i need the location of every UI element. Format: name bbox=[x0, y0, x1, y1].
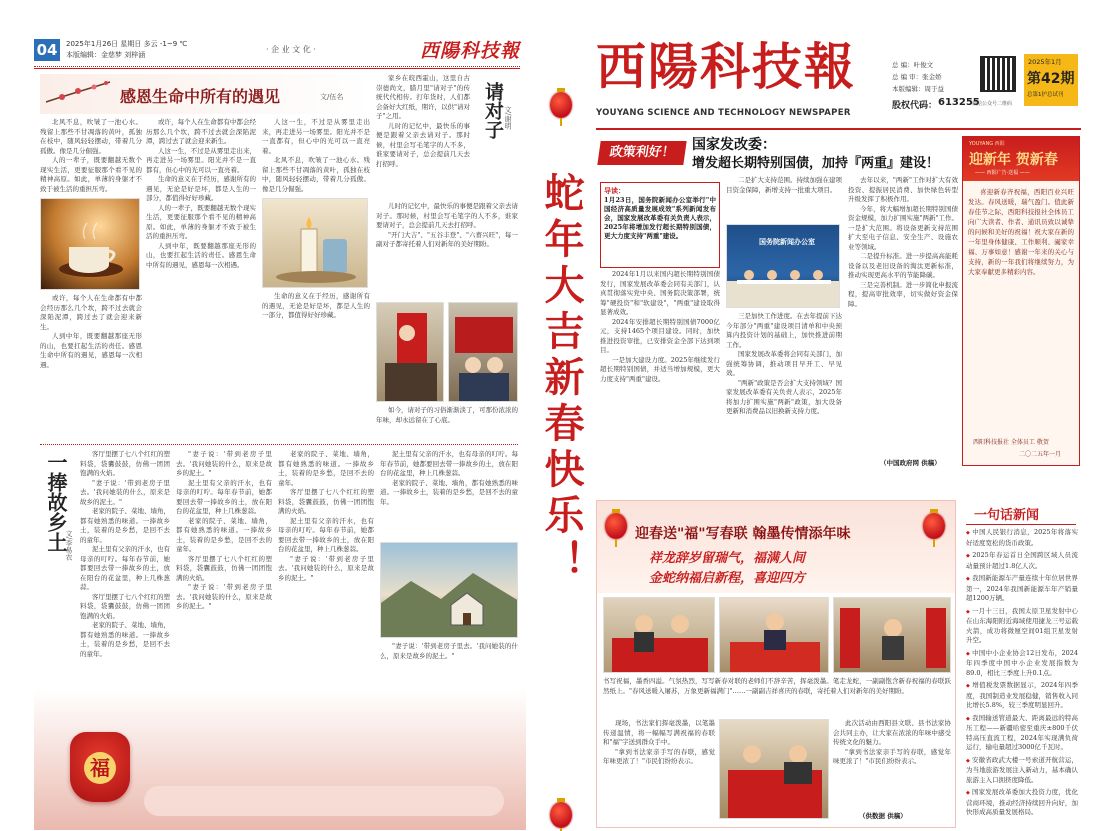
article3-para: 老家的院子、菜地、墙角，都有她熟悉的味道。一捧故乡土，装着的是乡愁，是回不去的童年。 bbox=[176, 516, 272, 553]
article3-para: "妻子说：'带到老房子里去。'我问她装的什么，原来是故乡的泥土。" bbox=[176, 583, 272, 610]
date-line: 2025年1月26日 星期日 多云 -1~9 ℃ bbox=[66, 40, 188, 48]
typesetter-line: 本版编辑：周于益 bbox=[892, 85, 944, 93]
article2-byline: 文/谢明 bbox=[504, 106, 512, 130]
policy-para: 国家发展改革委将会同有关部门，加强统筹协调，推动项目早开工、早见效。 bbox=[726, 350, 842, 377]
article2-col2 bbox=[376, 202, 518, 300]
fu-title: 迎春送"福"写春联 翰墨传情添年味 bbox=[635, 526, 851, 542]
small-paper-name: 西陽科技報 bbox=[420, 40, 521, 62]
issue-year: 2025年1月 bbox=[1028, 58, 1062, 66]
policy-col1 bbox=[600, 270, 720, 466]
news-item bbox=[966, 528, 1078, 548]
article1-para: 生命的意义在于经历，感谢所有的遇见，无论是好是坏，都是人生的一部分，都值得好好珍藏。 bbox=[262, 292, 370, 319]
fu-para: "春风送暖入屠苏，万象更新福满门"……一副副吉祥喜庆的春联，寄托着人们对新年的美好期盼。 bbox=[629, 686, 908, 695]
candle-photo bbox=[262, 198, 368, 288]
page-number: 04 bbox=[34, 39, 60, 61]
article1-col2 bbox=[146, 118, 256, 440]
bag-icon bbox=[70, 732, 130, 802]
news-item-text: 我国新能源车产量连续十年位居世界第一，2024年我国新能源车年产销量超1200万辆。 bbox=[966, 574, 1078, 602]
article3-para: 泥土里有父亲的汗水，也有母亲的叮咛。每年春节前，她都要回去带一捧故乡的土，放在阳台的花盆里，种上几株葱蒜。 bbox=[80, 545, 170, 591]
article1-para: 或许，每个人在生命都有中都会经历那么几个坎，跨不过去就会深陷泥潭，跨过去了就会迎来新生。 bbox=[40, 294, 142, 331]
issue-box bbox=[1024, 54, 1078, 106]
article3-para: 老家的院子、菜地、墙角，都有她熟悉的味道。一捧故乡土，装着的是乡愁，是回不去的童年。 bbox=[278, 450, 374, 487]
ad-headline: 迎新年 贺新春 bbox=[969, 152, 1058, 168]
ad-box bbox=[962, 136, 1080, 466]
news-title: 一句话新闻 bbox=[974, 508, 1040, 523]
article3-title: 一捧故乡土 bbox=[44, 452, 68, 552]
article3-col4 bbox=[380, 450, 518, 538]
news-item-text: 安徽省政武大楼一号索道开航营运，为当地旅游发展注入新动力，基本确认旅游主入口拥挤度降低。 bbox=[966, 755, 1078, 784]
ad-sign: 西阳科技报社 全体员工 敬贺 bbox=[973, 439, 1049, 446]
festive-decoration bbox=[34, 690, 526, 830]
news-bullet-icon: ◆ bbox=[966, 757, 970, 764]
policy-para: 2024年1月以来国内超长期特别国债发行，国家发展改革委会同有关部门，认真贯彻落实党中央、国务院决策部署，统筹"硬投资"和"软建设"，"两重"建设取得显著成效。 bbox=[600, 270, 720, 316]
left-divider bbox=[40, 444, 518, 445]
news-bullet-icon: ◆ bbox=[966, 608, 970, 615]
news-item-text: 2025年春运首日全国跨区域人员流动量预计超过1.8亿人次。 bbox=[966, 551, 1078, 570]
news-bullet-icon: ◆ bbox=[966, 553, 971, 559]
issue-total: 总第1护总试刊 bbox=[1027, 92, 1064, 98]
qr-caption: 微信公众号二维码 bbox=[972, 101, 1013, 107]
news-item-text: 增值税发票数据显示，2024年四季度，我国制造业发展稳健，销售收入同比增长5.8%，较三季度明显回升。 bbox=[966, 681, 1078, 709]
article1-para: 人到中年，既要翻越那座无形的山，也要扛起生活的责任。感恩生命中所有的遇见，感恩每一次相遇。 bbox=[40, 332, 142, 369]
news-bullet-icon: ◆ bbox=[966, 530, 971, 536]
policy-title-1: 国家发改委： bbox=[692, 137, 776, 153]
fu-slogan-2: 金蛇纳福启新程，喜迎四方 bbox=[649, 571, 806, 586]
editor-line: 本版编辑：金慈梦 刘梓涵 bbox=[66, 51, 146, 59]
article1-para: 人这一生，不过是从雾里走出来，再走进另一场雾里。阳光并不是一直都有，但心中的光可以一直亮着。 bbox=[262, 118, 370, 155]
photo-caption: 国务院新闻办公室 bbox=[759, 238, 815, 246]
ad-sub: —— 西阳广告·送福 —— bbox=[975, 170, 1030, 176]
lantern-icon bbox=[550, 92, 572, 118]
fu-character: 福 bbox=[84, 752, 116, 784]
article2-title: 请对子 bbox=[482, 82, 504, 139]
hotline-number: 613255 bbox=[938, 97, 980, 108]
article1-para: 北风不息，吹皱了一池心水。残留上那些不甘凋落的黄叶，孤独在枝中，随风轻轻摆动，带着几分孤傲。像是几分倔强。 bbox=[40, 118, 142, 155]
tea-photo bbox=[40, 198, 140, 290]
article3-para: "妻子说：'带到老房子里去。'我问她装的什么，原来是故乡的泥土。" bbox=[80, 478, 170, 506]
fu-para: "拿到书法家亲手写的春联，感觉年味更浓了！"市民们纷纷表示。 bbox=[833, 747, 951, 765]
article3-byline: 文/李易农 bbox=[65, 530, 73, 561]
lantern-icon bbox=[550, 802, 572, 828]
banner-text: 蛇年大吉新春快乐！ bbox=[538, 172, 585, 586]
article3-para: 老家的院子、菜地、墙角，都有她熟悉的味道。一捧故乡土，装着的是乡愁，是回不去的童年。 bbox=[380, 478, 518, 506]
policy-para: "两新"政策是否会扩大支持领域？国家发展改革委有关负责人表示，2025年将加力扩围实施"两新"政策，加大设备更新和消费品以旧换新支持力度。 bbox=[726, 378, 842, 415]
news-title-rule bbox=[966, 524, 1076, 525]
left-header-rule bbox=[34, 66, 520, 67]
article1-col1 bbox=[40, 118, 142, 440]
masthead-rule bbox=[596, 128, 1081, 130]
article1-para: 人的一辈子，既要翻越无数个现实生活，更要征服那个看不见的精神高原。如此，单薄的身躯才不致于被生活的重担压弯。 bbox=[40, 156, 142, 193]
lead-label: 导读： bbox=[604, 187, 625, 195]
article3-para: 客厅里摆了七八个红红的塑料袋，袋囊鼓鼓，仿佛一团团饱满的火焰。 bbox=[278, 488, 374, 515]
article2-para: 儿时的记忆中，最快乐的事便是跟着父亲去请对子。那时候，村里会写毛笔字的人不多，谁家要请对子，总会提前几天去打招呼。 bbox=[376, 121, 470, 168]
village-photo bbox=[380, 542, 518, 638]
ad-top bbox=[963, 137, 1079, 181]
couplet-photo-1 bbox=[376, 302, 444, 402]
news-item bbox=[966, 681, 1078, 711]
article2-para: "开门大吉"、"五谷丰登"、"六畜兴旺"，每一副对子都寄托着人们对新年的美好期盼。 bbox=[376, 230, 518, 248]
article3-para: 泥土里有父亲的汗水，也有母亲的叮咛。每年春节前，她都要回去带一捧故乡的土，放在阳台的花盆里，种上几株葱蒜。 bbox=[278, 516, 374, 553]
lantern-icon bbox=[605, 513, 627, 539]
article1-header bbox=[40, 74, 370, 114]
policy-para: 二是扩大支持范围。持续加强在建项目资金保障，新增支持一批重大项目。 bbox=[726, 176, 842, 194]
news-item bbox=[966, 756, 1078, 786]
policy-para: 二是提升标准。进一步提高高能耗设备以及老旧设备的淘汰更新标准，推动实现更高水平的节能降碳。 bbox=[848, 252, 958, 279]
calligraphy-photo-4 bbox=[719, 719, 829, 819]
news-list bbox=[966, 528, 1078, 826]
article2-col1 bbox=[376, 74, 470, 200]
article1-para: 人的一辈子，既要翻越无数个现实生活，更要征服那个看不见的精神高原。如此，单薄的身躯才不致于被生活的重担压弯。 bbox=[146, 203, 256, 240]
article3-para: "妻子说：'带到老房子里去。'我问她装的什么，原来是故乡的泥土。" bbox=[176, 450, 272, 477]
news-bullet-icon: ◆ bbox=[966, 715, 970, 722]
fu-text-top bbox=[603, 677, 951, 717]
article1-para: 人这一生，不过是从雾里走出来，再走进另一场雾里。阳光并不是一直都有，但心中的光可以一直亮着。 bbox=[146, 146, 256, 174]
fu-slogan-1: 祥龙辞岁留瑞气，福满人间 bbox=[649, 551, 806, 566]
policy-col3 bbox=[848, 176, 958, 454]
article3-para: 泥土里有父亲的汗水，也有母亲的叮咛。每年春节前，她都要回去带一捧故乡的土，放在阳台的花盆里，种上几株葱蒜。 bbox=[380, 450, 518, 477]
news-item bbox=[966, 649, 1078, 679]
editor-line: 总 编 审：张金娇 bbox=[892, 73, 942, 81]
news-item-text: 中国人民银行消息，2025年将落实好适度宽松的货币政策。 bbox=[966, 528, 1078, 547]
fu-source: （供数据 供稿） bbox=[859, 812, 907, 820]
main-paper-name: 西陽科技報 bbox=[596, 37, 856, 96]
news-item bbox=[966, 714, 1078, 753]
article2-para: 家乡在皖西霍山，这里自古崇德尚文，腊月里"请对子"的传统代代相传。打年货时，人们都会备好大红纸，期许，以供"请对子"之用。 bbox=[376, 74, 470, 120]
news-item-text: 我国输送管道最大、距离最远的特高压工程——新疆哈密至重庆±800千伏特高压直流工程，2024年实现满负荷运行，输电量超过3000亿千瓦时。 bbox=[966, 713, 1078, 751]
news-item-text: 国家发展改革委加大投资力度，优化营商环境，推动经济持续回升向好，加快形成高质量发展格局。 bbox=[966, 788, 1078, 816]
article3-para: "妻子说：'带到老房子里去。'我问她装的什么，原来是故乡的泥土。" bbox=[380, 642, 518, 660]
policy-col2-top bbox=[726, 176, 842, 220]
middle-banner bbox=[526, 32, 596, 831]
policy-col2 bbox=[726, 312, 842, 466]
couplet-photo-2 bbox=[448, 302, 518, 402]
calligraphy-photo-3 bbox=[833, 597, 951, 673]
english-name: YOUYANG SCIENCE AND TECHNOLOGY NEWSPAPER bbox=[596, 108, 851, 118]
policy-para: 今年，将大幅增加超长期特别国债资金规模，加力扩围实施"两新"工作。一是扩大范围。将设备更新支持范围扩大至电子信息、安全生产、设施农业等领域。 bbox=[848, 204, 958, 251]
calligraphy-photo-2 bbox=[719, 597, 829, 673]
policy-para: 三是完善机制。进一步简化申报流程，提高审批效率，切实做好资金保障。 bbox=[848, 280, 958, 308]
article3-para: "妻子说：'带到老房子里去。'我问她装的什么，原来是故乡的泥土。" bbox=[278, 554, 374, 582]
article1-para: 生命的意义在于经历，感谢所有的遇见，无论是好是坏，都是人生的一部分，都值得好好珍藏。 bbox=[146, 175, 256, 202]
article1-para: 北风不息，吹皱了一池心水。残留上那些不甘凋落的黄叶，孤独在枝中，随风轻轻摆动，带着几分孤傲。像是几分倔强。 bbox=[262, 156, 370, 193]
hotline-label: 股权代码： bbox=[892, 101, 938, 111]
article1-para: 或许，每个人在生命都有中都会经历那么几个坎，跨不过去就会深陷泥潭，跨过去了就会迎来新生。 bbox=[146, 118, 256, 145]
policy-badge: 政策利好！ bbox=[597, 141, 686, 165]
director-line: 总 编：叶俊文 bbox=[892, 61, 934, 69]
policy-title-2: 增发超长期特别国债，加持『两重』建设！ bbox=[692, 156, 940, 171]
press-conference-photo bbox=[726, 224, 840, 308]
article3-para: 客厅里摆了七八个红红的塑料袋，袋囊鼓鼓，仿佛一团团饱满的火焰。 bbox=[176, 554, 272, 582]
article3-para: 客厅里摆了七八个红红的塑料袋，袋囊鼓鼓，仿佛一团团饱满的火焰。 bbox=[80, 592, 170, 620]
article3-para: 泥土里有父亲的汗水，也有母亲的叮咛。每年春节前，她都要回去带一捧故乡的土，放在阳台的花盆里，种上几株葱蒜。 bbox=[176, 478, 272, 515]
article3-col5 bbox=[380, 642, 518, 682]
news-item-text: 中国中小企业协会12日发布，2024年四季度中国中小企业发展指数为89.0，相比三季度上升0.1点。 bbox=[966, 648, 1078, 677]
calligraphy-photo-1 bbox=[603, 597, 715, 673]
left-header bbox=[34, 36, 520, 66]
ad-date: 二〇二五年一月 bbox=[1019, 451, 1062, 458]
article3-para: 老家的院子、菜地、墙角，都有她熟悉的味道。一捧故乡土，装着的是乡愁，是回不去的童年。 bbox=[80, 507, 170, 544]
news-box bbox=[962, 500, 1080, 828]
fu-section bbox=[596, 500, 956, 828]
ad-body: 喜迎新春齐祝福，西阳百业兴旺发达。春风送暖，瑞气盈门。值此新春佳节之际，西阳科技报社全体员工向广大读者、作者、通讯员致以诚挚的问候和美好的祝福！祝大家在新的一年里身体健康、工作顺利、阖家幸福、万事如意！感谢一年来的关心与支持，新的一年我们将继续努力，为大家奉献更多精彩内容。 bbox=[968, 188, 1074, 276]
right-masthead bbox=[596, 36, 1081, 132]
section-label: · 企 业 文 化 · bbox=[266, 45, 316, 54]
lead-box bbox=[600, 182, 720, 268]
article3-para: 客厅里摆了七八个红红的塑料袋，袋囊鼓鼓，仿佛一团团饱满的火焰。 bbox=[80, 450, 170, 477]
news-item bbox=[966, 574, 1078, 604]
qr-code bbox=[980, 56, 1016, 92]
article1-para: 人到中年，既要翻越那座无形的山，也要扛起生活的责任。感恩生命中所有的遇见，感恩每一次相遇。 bbox=[146, 241, 256, 269]
plum-branch-icon bbox=[44, 78, 114, 106]
fu-para: 书写祝福，墨香四溢。气氛热烈，写写新春对联的老师们不辞辛苦，挥毫泼墨。笔走龙蛇，一副副饱含新春祝福的春联跃然纸上。 bbox=[603, 677, 951, 695]
policy-para: 三是加快工作进度。在去年提前下达今年部分"两重"建设项目清单和中央预算内投资计划的基础上，加快推进前期工作。 bbox=[726, 312, 842, 349]
article1-col3 bbox=[262, 118, 370, 440]
ad-brand: YOUYANG 西阳 bbox=[969, 141, 1005, 147]
article2-col3 bbox=[376, 406, 518, 442]
article1-byline: 文/伍名 bbox=[320, 93, 344, 101]
lantern-icon bbox=[923, 513, 945, 539]
article2-para: 如今，请对子的习俗渐渐淡了，可那份浓浓的年味，却永远留在了心底。 bbox=[376, 406, 518, 424]
left-header-rule2 bbox=[34, 68, 520, 69]
lead-text: 1月23日，国务院新闻办公室举行"中国经济高质量发展成效"系列新闻发布会，国家发展改革委有关负责人表示，2025年将增加发行超长期特别国债，更大力度支持"两重"建设。 bbox=[604, 196, 716, 240]
issue-number: 第42期 bbox=[1027, 71, 1075, 87]
fu-para: 现场，书法家们挥毫泼墨，以笔墨传递温情，将一幅幅写满祝福的春联和"福"字送到群众手中。 bbox=[603, 719, 715, 746]
fu-col1 bbox=[603, 719, 715, 819]
policy-para: 一是加大建设力度。2025年继续发行超长期特别国债，并适当增加规模，更大力度支持"两重"建设。 bbox=[600, 355, 720, 383]
cloud-icon bbox=[144, 786, 504, 816]
policy-source: （中国政府网 供稿） bbox=[880, 459, 941, 467]
news-item-text: 一月十三日，我国太原卫星发射中心在山东海阳附近海域使用捷龙三号运载火箭，成功将微厘空间01组卫星发射升空。 bbox=[966, 606, 1078, 644]
news-bullet-icon: ◆ bbox=[966, 683, 971, 689]
fu-para: 此次活动由西阳县文联、县书法家协会共同主办，让大家在浓浓的年味中感受传统文化的魅力。 bbox=[833, 719, 951, 746]
news-item bbox=[966, 607, 1078, 646]
article3-para: 老家的院子、菜地、墙角，都有她熟悉的味道。一捧故乡土，装着的是乡愁，是回不去的童年。 bbox=[80, 621, 170, 658]
policy-para: 2024年安排超长期特别国债7000亿元，支持1465个项目建设。同时，加快推进投资审批，已安排资金全部下达到项目。 bbox=[600, 317, 720, 354]
article2-para: 儿时的记忆中，最快乐的事便是跟着父亲去请对子。那时候，村里会写毛笔字的人不多，谁家要请对子，总会提前几天去打招呼。 bbox=[376, 202, 518, 229]
news-bullet-icon: ◆ bbox=[966, 576, 970, 582]
news-item bbox=[966, 551, 1078, 571]
fu-para: "拿到书法家亲手写的春联，感觉年味更浓了！"市民们纷纷表示。 bbox=[603, 747, 715, 765]
policy-para: 去年以来，"两新"工作对扩大有效投资、提振居民消费、加快绿色转型升级发挥了积极作用。 bbox=[848, 176, 958, 203]
news-item bbox=[966, 788, 1078, 818]
news-bullet-icon: ◆ bbox=[966, 650, 971, 657]
fu-col3 bbox=[833, 719, 951, 809]
article1-title: 感恩生命中所有的遇见 bbox=[120, 87, 281, 106]
news-bullet-icon: ◆ bbox=[966, 790, 970, 796]
